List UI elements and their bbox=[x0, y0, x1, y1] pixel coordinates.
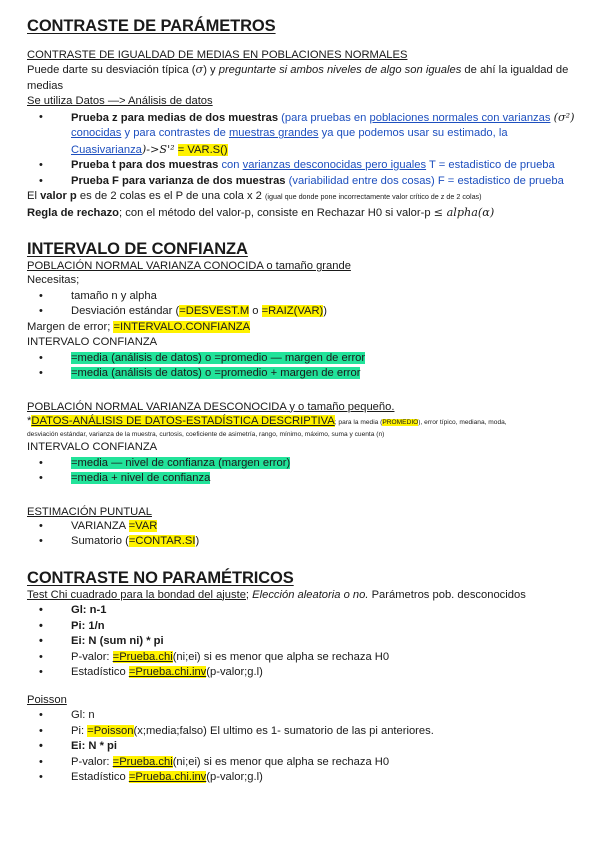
s-prime-handwritten: )->S'² bbox=[141, 142, 175, 156]
list-item-gl: • Gl: n-1 bbox=[27, 603, 575, 619]
list-item-ei: • Ei: N (sum ni) * pi bbox=[27, 634, 575, 650]
list-item-poisson-estadistico: • Estadístico =Prueba.chi.inv(p-valor;g.l) bbox=[27, 770, 575, 786]
section-title-no-parametricos: CONTRASTE NO PARAMÉTRICOS bbox=[27, 568, 294, 587]
formula-var: =VAR bbox=[128, 519, 158, 532]
ic-list-2 bbox=[27, 456, 575, 487]
list-item-varianza: • VARIANZA =VAR bbox=[27, 519, 575, 535]
subtitle-varianza-desconocida: POBLACIÓN NORMAL VARIANZA DESCONOCIDA y o tamaño pequeño. bbox=[27, 400, 395, 413]
formula-desvest: =DESVEST.M bbox=[179, 305, 250, 317]
list-item-poisson-gl: • Gl: n bbox=[27, 708, 575, 724]
regla-rechazo-line: Regla de rechazo; con el método del valor-p, consiste en Rechazar H0 si valor-p ≤ alpha(α) bbox=[27, 205, 495, 219]
necesitas-list bbox=[27, 289, 575, 320]
valor-p-line: El valor p es de 2 colas es el P de una cola x 2 (igual que donde pone incorrectamente valor crítico de z de 2 colas) bbox=[27, 190, 482, 202]
list-item-prueba-t: • Prueba t para dos muestras con varianzas desconocidas pero iguales T = estadistico de prueba bbox=[27, 158, 575, 174]
poisson-list bbox=[27, 708, 575, 786]
list-item-ic2-minus: • =media — nivel de confianza (margen error) bbox=[27, 456, 575, 472]
formula-prueba-chi: =Prueba.chi bbox=[112, 650, 173, 663]
chi-cuadrado-line: Test Chi cuadrado para la bondad del ajuste; Elección aleatoria o no. Parámetros pob. desconocidos bbox=[27, 588, 526, 601]
list-item-ic-minus: • =media (análisis de datos) o =promedio — margen de error bbox=[27, 351, 575, 367]
datos-analisis-line: Se utiliza Datos —> Análisis de datos bbox=[27, 95, 213, 107]
formula-poisson-prueba-chi-inv: =Prueba.chi.inv bbox=[128, 771, 207, 783]
ic-label-2: INTERVALO CONFIANZA bbox=[27, 441, 158, 453]
formula-prueba-chi-inv: =Prueba.chi.inv bbox=[128, 666, 207, 678]
list-item-p-valor: • P-valor: =Prueba.chi(ni;ei) si es menor que alpha se rechaza H0 bbox=[27, 650, 575, 666]
formula-contar-si: =CONTAR.SI bbox=[128, 535, 196, 547]
section-title-intervalo-confianza: INTERVALO DE CONFIANZA bbox=[27, 240, 248, 258]
estadistica-descriptiva-highlight: DATOS-ANÁLISIS DE DATOS-ESTADÍSTICA DESCRIPTIVA bbox=[31, 414, 335, 427]
list-item-ic2-plus: • =media + nivel de confianza bbox=[27, 471, 575, 487]
chi-list bbox=[27, 603, 575, 681]
list-item-poisson-ei: • Ei: N * pi bbox=[27, 739, 575, 755]
estadistica-descriptiva-line: *DATOS-ANÁLISIS DE DATOS-ESTADÍSTICA DESCRIPTIVA; para la media (PROMEDIO), error típico, mediana, moda, bbox=[27, 414, 507, 427]
list-item-sumatorio: • Sumatorio (=CONTAR.SI) bbox=[27, 534, 575, 550]
necesitas-label: Necesitas; bbox=[27, 274, 80, 286]
formula-poisson: =Poisson bbox=[87, 724, 134, 737]
estadistica-descriptiva-detail: desviación estándar, varianza de la muestra, curtosis, coeficiente de asimetría, rango, mínimo, máximo, suma y cuenta (n) bbox=[27, 431, 385, 438]
prueba-list bbox=[27, 110, 575, 190]
formula-raiz: =RAIZ(VAR) bbox=[261, 305, 324, 317]
list-item-estadistico: • Estadístico =Prueba.chi.inv(p-valor;g.l) bbox=[27, 665, 575, 681]
sigma-squared-handwritten: (σ²) bbox=[553, 110, 575, 124]
list-item-tamano: • tamaño n y alpha bbox=[27, 289, 575, 305]
ic-list-1 bbox=[27, 351, 575, 382]
list-item-pi: • Pi: 1/n bbox=[27, 619, 575, 635]
subtitle-igualdad-medias: CONTRASTE DE IGUALDAD DE MEDIAS EN POBLACIONES NORMALES bbox=[27, 49, 408, 61]
list-item-poisson-pi: • Pi: =Poisson(x;media;falso) El ultimo es 1- sumatorio de las pi anteriores. bbox=[27, 724, 575, 740]
sigma-handwritten: σ bbox=[195, 63, 204, 76]
formula-poisson-prueba-chi: =Prueba.chi bbox=[112, 755, 173, 768]
list-item-prueba-z: • Prueba z para medias de dos muestras (para pruebas en poblaciones normales con varianzas (σ²) conocidas y para contrastes de muestras grandes ya que podemos usar su estimado, la Cuasivarianza)->S'² = VAR.S() bbox=[27, 110, 575, 159]
list-item-poisson-p-valor: • P-valor: =Prueba.chi(ni;ei) si es menor que alpha se rechaza H0 bbox=[27, 755, 575, 771]
alpha-handwritten: ≤ alpha(α) bbox=[433, 205, 495, 219]
section-title-contraste-parametros: CONTRASTE DE PARÁMETROS bbox=[27, 17, 276, 35]
formula-var-s: = VAR.S() bbox=[177, 143, 228, 156]
formula-intervalo-confianza: =INTERVALO.CONFIANZA bbox=[113, 320, 251, 333]
ic-label-1: INTERVALO CONFIANZA bbox=[27, 336, 158, 348]
list-item-prueba-f: • Prueba F para varianza de dos muestras (variabilidad entre dos cosas) F = estadistico de prueba bbox=[27, 174, 575, 190]
subtitle-varianza-conocida: POBLACIÓN NORMAL VARIANZA CONOCIDA o tamaño grande bbox=[27, 260, 351, 272]
poisson-heading: Poisson bbox=[27, 693, 67, 706]
document-page bbox=[27, 16, 575, 786]
margen-error-line: Margen de error; =INTERVALO.CONFIANZA bbox=[27, 320, 251, 333]
estimacion-list bbox=[27, 519, 575, 550]
subtitle-estimacion-puntual: ESTIMACIÓN PUNTUAL bbox=[27, 505, 152, 518]
list-item-desviacion: • Desviación estándar (=DESVEST.M o =RAIZ(VAR)) bbox=[27, 304, 575, 320]
intro-paragraph: Puede darte su desviación típica (σ) y preguntarte si ambos niveles de algo son iguales de ahí la igualdad de medias bbox=[27, 63, 569, 92]
list-item-ic-plus: • =media (análisis de datos) o =promedio + margen de error bbox=[27, 366, 575, 382]
